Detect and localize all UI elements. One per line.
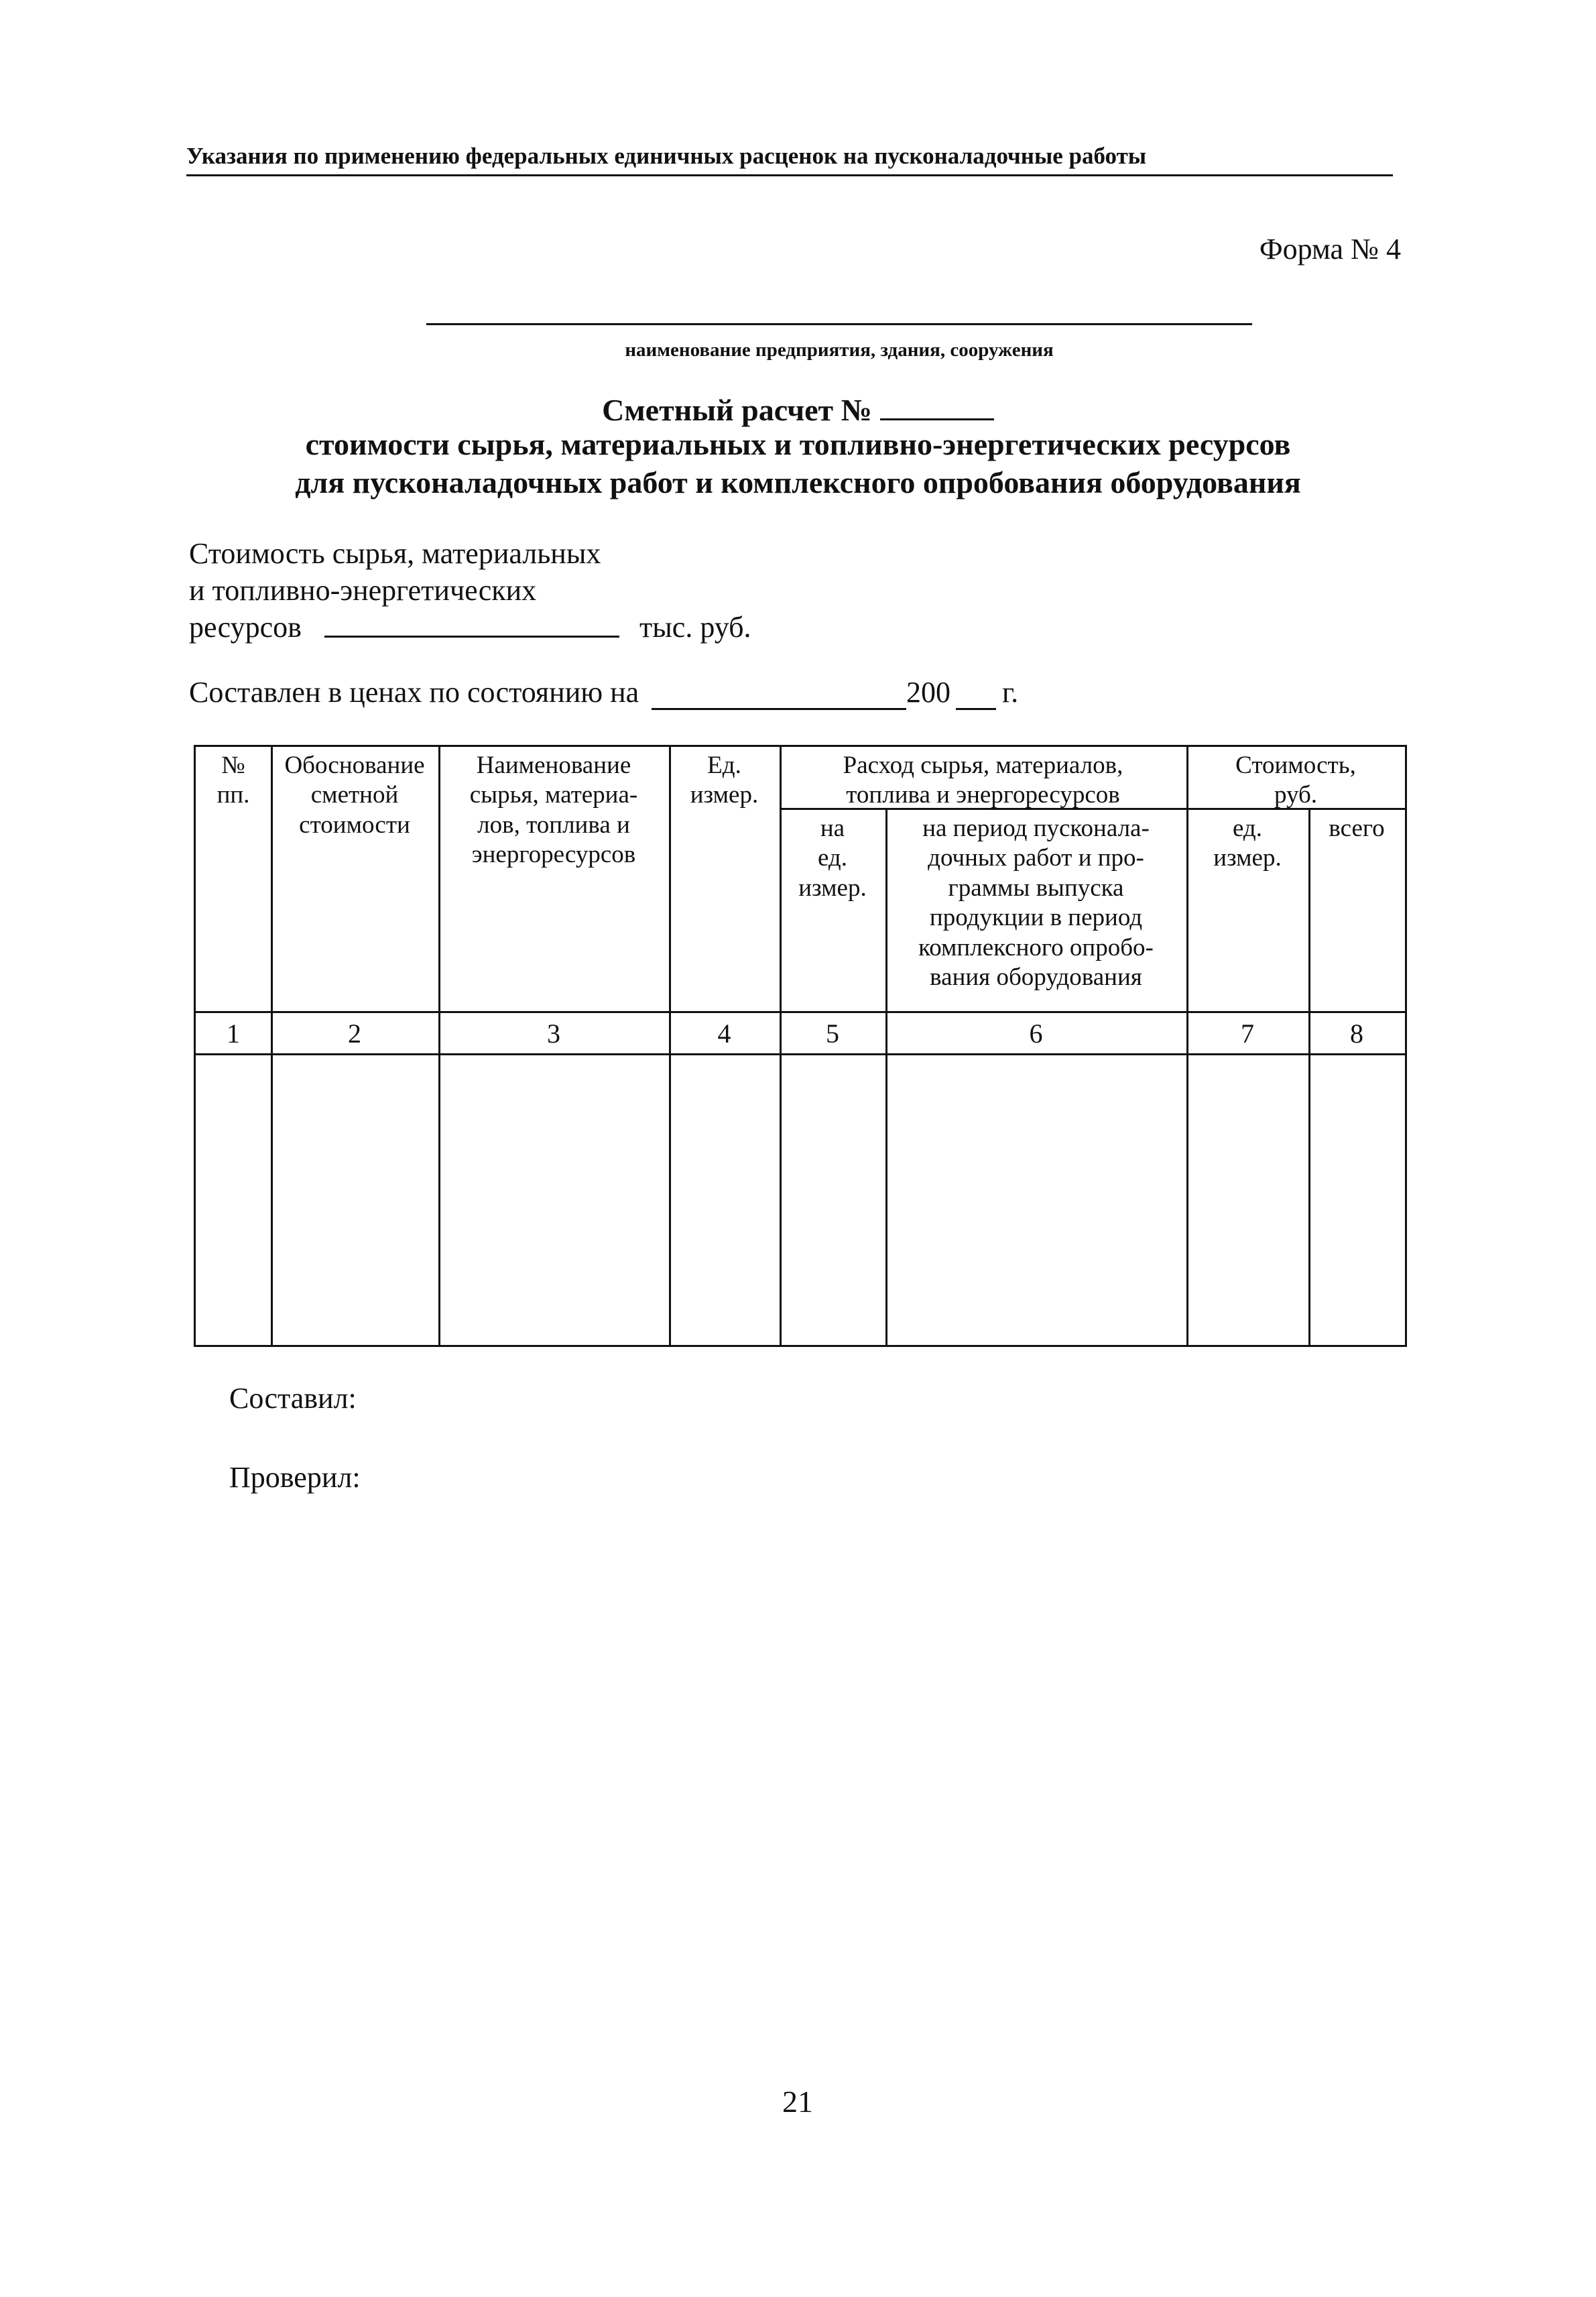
document-title [134,392,1462,426]
cost-label-line-3: ресурсов [189,611,302,644]
estimate-table [194,745,1407,1347]
prices-as-of-label: Составлен в ценах по состоянию на [189,676,639,709]
cost-value-blank[interactable] [324,636,619,638]
form-number: Форма № 4 [1259,233,1401,266]
title-line-2: стоимости сырья, материальных и топливно-энергетических ресурсов [305,427,1291,461]
table-row[interactable] [196,1055,1405,1345]
header-unit: Ед. измер. [690,752,759,809]
column-number: 8 [1350,1018,1363,1049]
running-header: Указания по применению федеральных единичных расценок на пусконаладочные работы [186,138,1393,176]
title-line-3: для пусконаладочных работ и комплексного опробования оборудования [295,465,1301,499]
page-number: 21 [782,2084,813,2119]
prices-year-prefix: 200 [906,676,950,709]
column-number: 2 [348,1018,361,1049]
column-number: 3 [547,1018,560,1049]
organization-name-line[interactable] [426,323,1252,325]
column-number: 1 [227,1018,240,1049]
organization-caption: наименование предприятия, здания, сооружения [625,339,1054,361]
cost-label-line-1: Стоимость сырья, материальных [189,537,601,570]
prices-date-blank[interactable] [652,708,906,710]
column-number: 7 [1241,1018,1254,1049]
column-number: 4 [717,1018,731,1049]
title-main: Сметный расчет № [602,393,872,427]
header-consumption-group: Расход сырья, материалов, топлива и энергоресурсов [843,752,1123,809]
estimate-number-blank[interactable] [880,392,994,420]
prices-year-blank[interactable] [956,708,996,710]
table-divider [196,1011,1405,1013]
header-cost-total: всего [1329,815,1385,842]
header-cost-unit: ед. измер. [1213,815,1282,872]
header-per-period: на период пусконала- дочных работ и про- граммы выпуска продукции в период комплексного опробо- вания оборудования [918,815,1154,991]
signature-checked-label: Проверил: [229,1461,361,1494]
column-number: 5 [826,1018,839,1049]
column-number: 6 [1029,1018,1043,1049]
header-cost-group: Стоимость, руб. [1235,752,1356,809]
header-name: Наименование сырья, материа- лов, топлива и энергоресурсов [469,752,638,869]
header-per-unit: на ед. измер. [798,815,867,902]
cost-unit: тыс. руб. [639,611,751,644]
cost-label-line-2: и топливно-энергетических [189,574,537,607]
header-basis: Обоснование сметной стоимости [284,752,425,839]
header-no: № пп. [217,752,250,809]
signature-compiled-label: Составил: [229,1382,357,1415]
prices-year-suffix: г. [1002,676,1019,709]
